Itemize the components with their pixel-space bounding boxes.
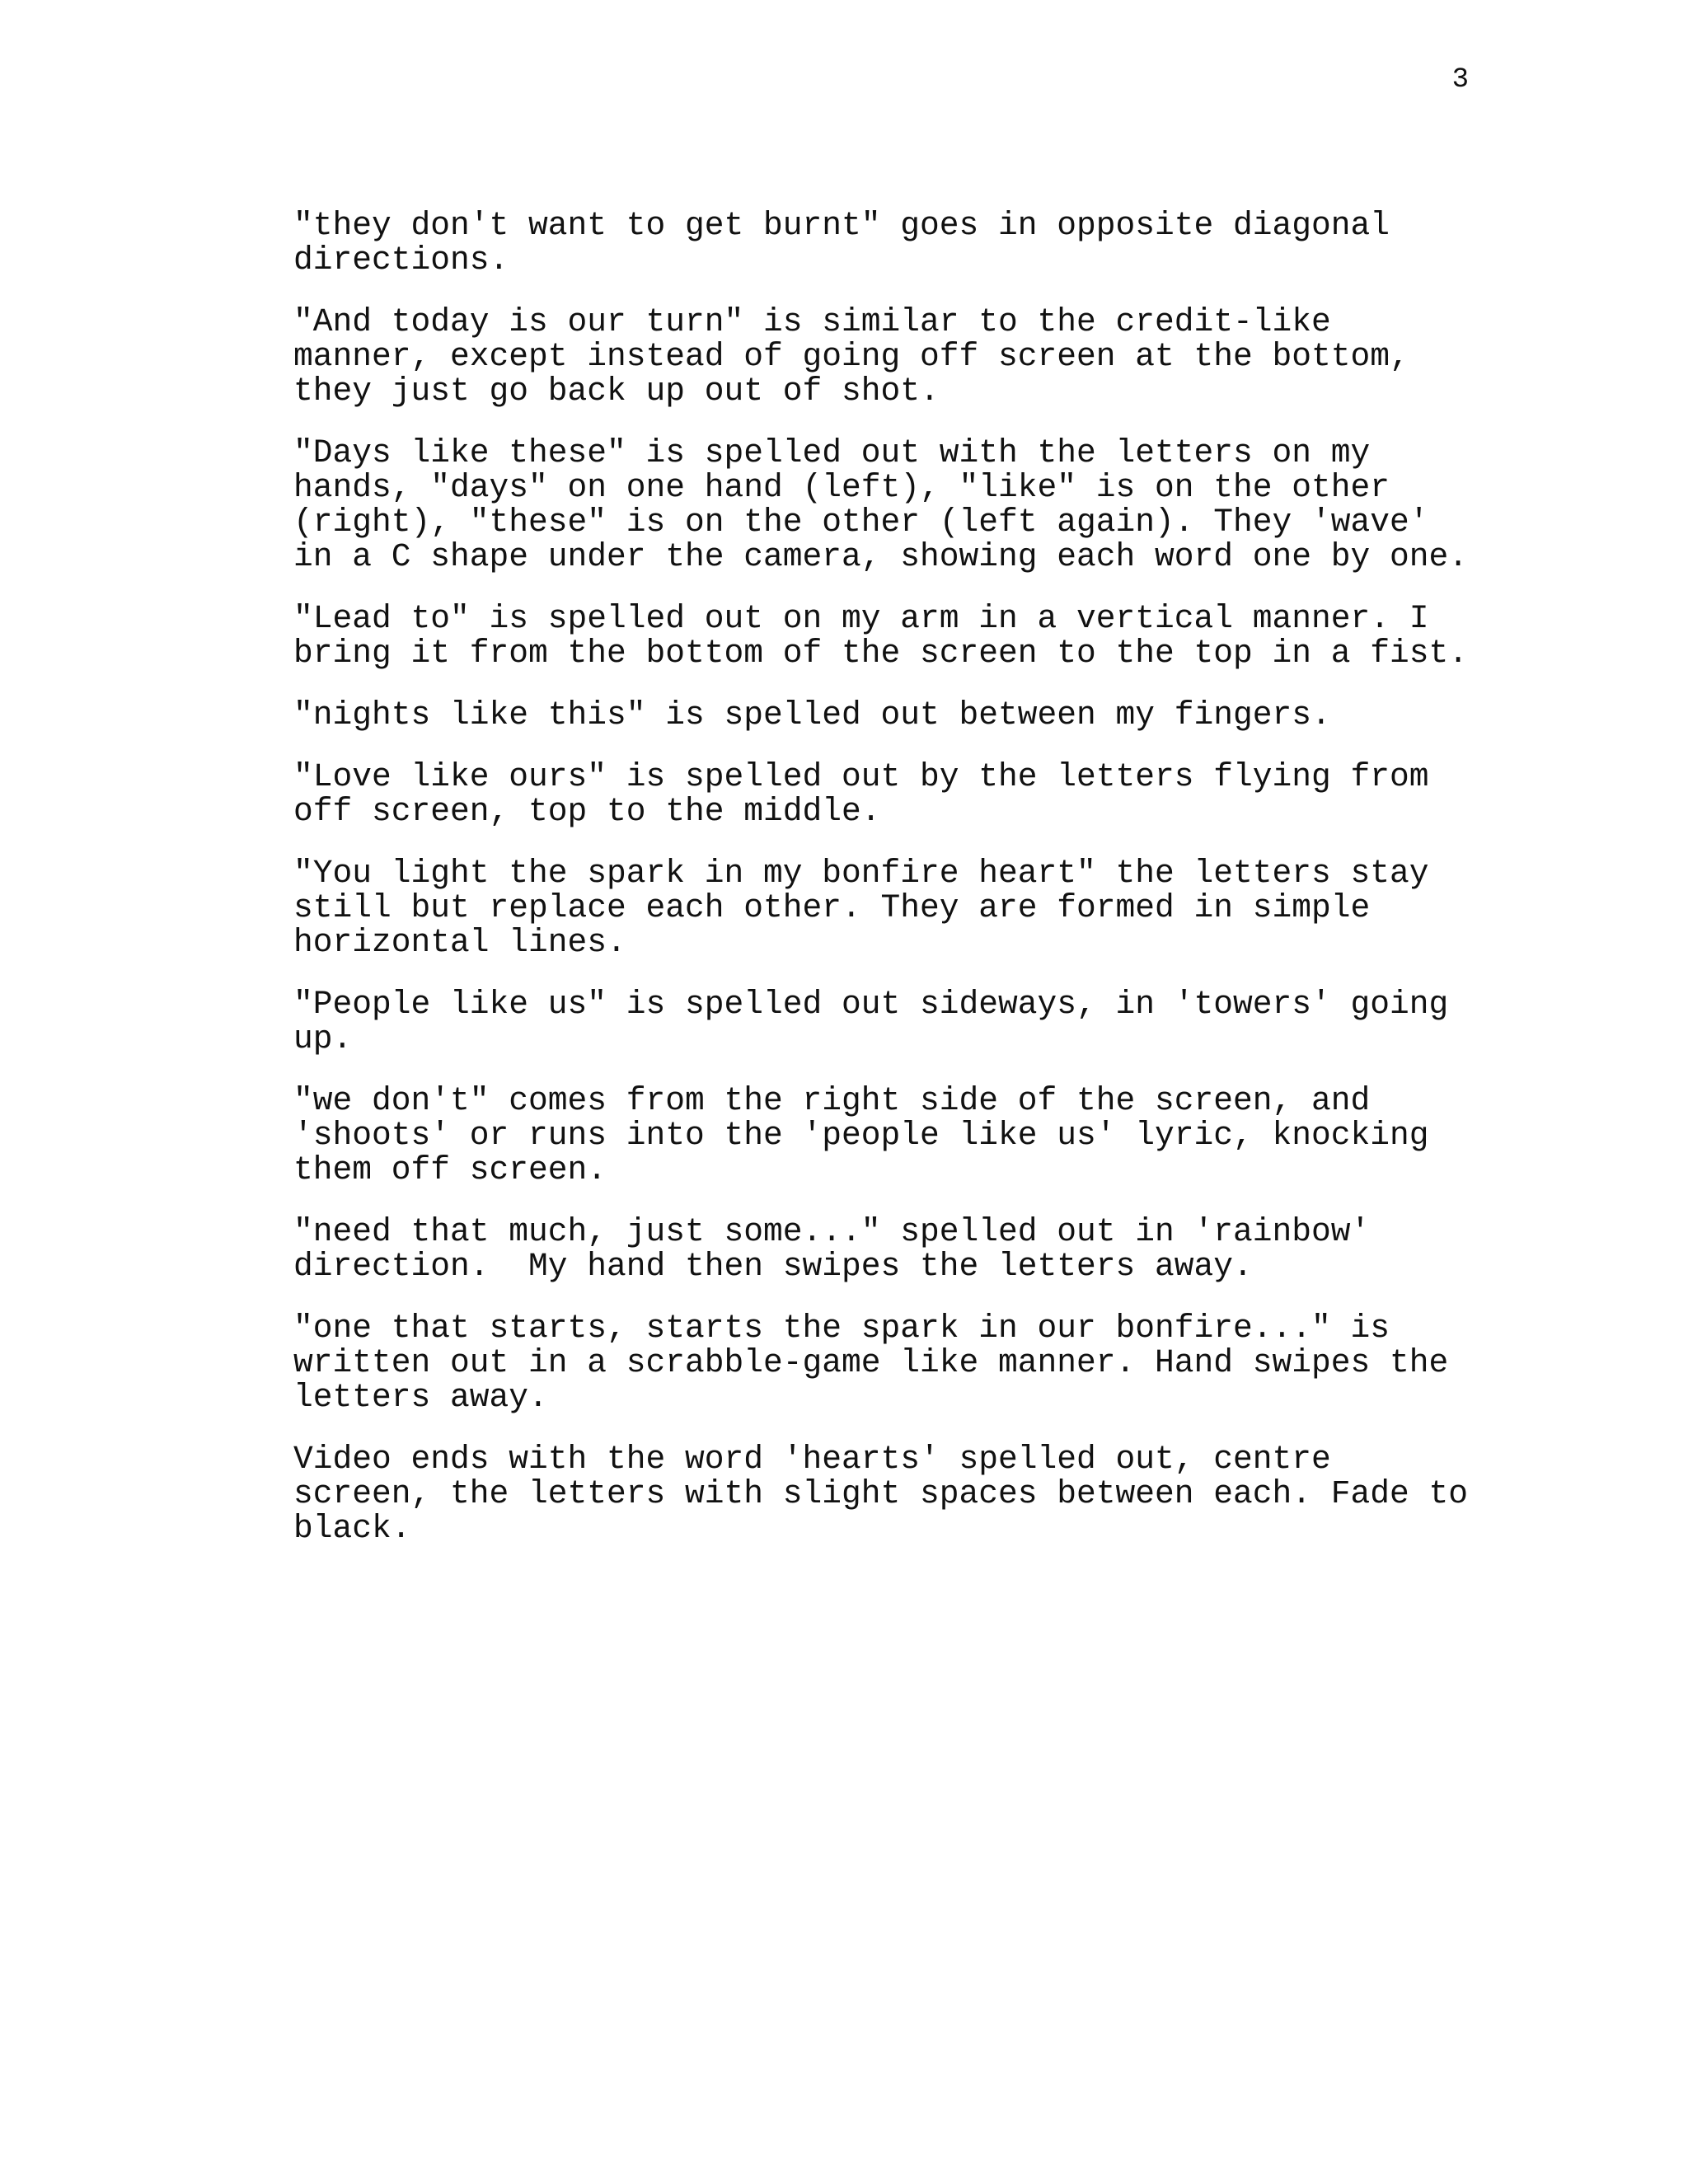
paragraph-nights-like-this: "nights like this" is spelled out between my fingers.	[293, 696, 1331, 733]
paragraph-today-our-turn: "And today is our turn" is similar to the credit-like manner, except instead of going off screen at the bottom, they just go back up out of shot.	[293, 303, 1409, 410]
paragraph-need-that-much: "need that much, just some..." spelled out in 'rainbow' direction. My hand then swipes the letters away.	[293, 1213, 1371, 1285]
paragraph-days-like-these: "Days like these" is spelled out with the letters on my hands, "days" on one hand (left), "like" is on the other (right), "these" is on the other (left again). They 'wave' in a C shape under the camera, showing each word one by one.	[293, 434, 1469, 575]
paragraph-bonfire-heart: "You light the spark in my bonfire heart" the letters stay still but replace each other. They are formed in simple horizontal lines.	[293, 855, 1429, 961]
paragraph-lead-to: "Lead to" is spelled out on my arm in a vertical manner. I bring it from the bottom of the screen to the top in a fist.	[293, 600, 1469, 672]
paragraph-love-like-ours: "Love like ours" is spelled out by the letters flying from off screen, top to the middle.	[293, 758, 1429, 830]
paragraph-video-ends: Video ends with the word 'hearts' spelled out, centre screen, the letters with slight spaces between each. Fade to black.	[293, 1441, 1469, 1547]
paragraph-burnt: "they don't want to get burnt" goes in opposite diagonal directions.	[293, 207, 1390, 279]
document-body	[293, 209, 1480, 1573]
paragraph-we-dont: "we don't" comes from the right side of the screen, and 'shoots' or runs into the 'people like us' lyric, knocking them off screen.	[293, 1082, 1429, 1188]
page-number: 3	[1451, 64, 1469, 96]
paragraph-one-that-starts: "one that starts, starts the spark in our bonfire..." is written out in a scrabble-game like manner. Hand swipes the letters away.	[293, 1310, 1449, 1416]
paragraph-people-like-us: "People like us" is spelled out sideways, in 'towers' going up.	[293, 986, 1449, 1057]
